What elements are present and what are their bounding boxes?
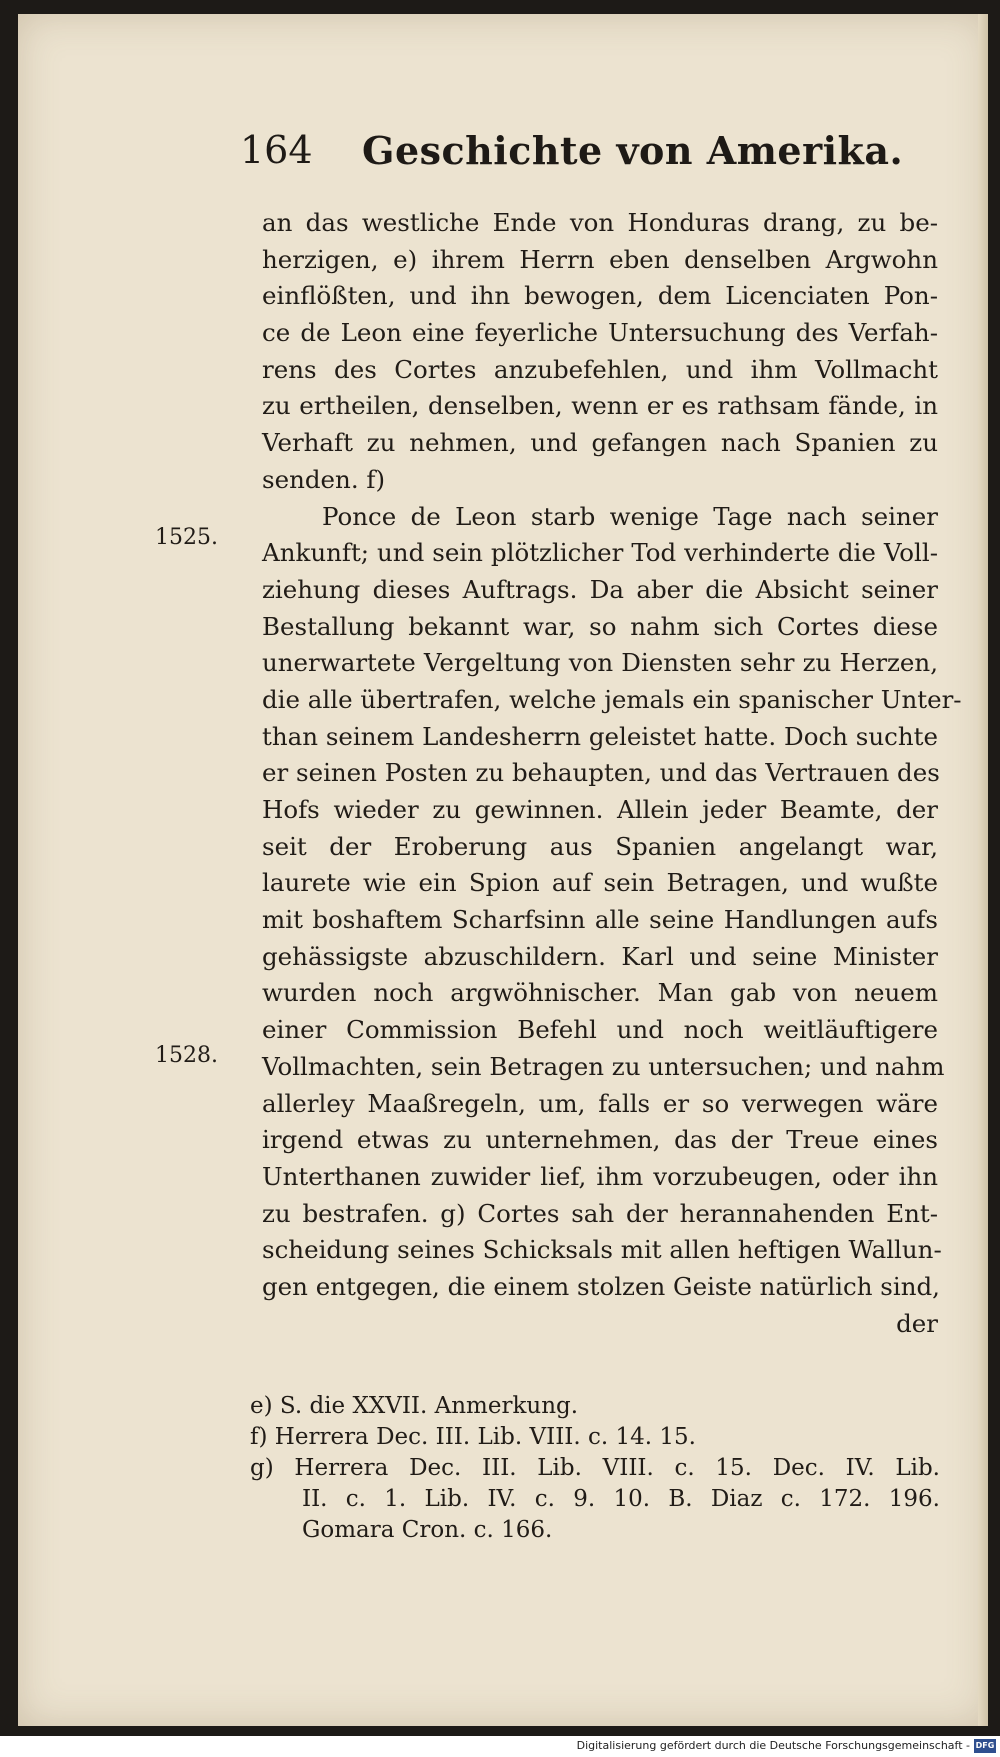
footnote-g-continued: II. c. 1. Lib. IV. c. 9. 10. B. Diaz c. 172. 196. xyxy=(302,1486,940,1512)
text-line: gen entgegen, die einem stolzen Geiste natürlich sind, xyxy=(262,1271,940,1301)
text-line: laurete wie ein Spion auf sein Betragen, und wußte xyxy=(262,868,938,898)
page-number: 164 xyxy=(240,128,313,172)
text-line: unerwartete Vergeltung von Diensten sehr zu Herzen, xyxy=(262,648,938,678)
body-text xyxy=(262,205,962,1342)
margin-year-1528: 1528. xyxy=(155,1043,218,1068)
text-line: irgend etwas zu unternehmen, das der Treue eines xyxy=(262,1125,938,1155)
text-line: die alle übertrafen, welche jemals ein spanischer Unter- xyxy=(262,684,962,714)
text-line: seit der Eroberung aus Spanien angelangt war, xyxy=(262,831,938,861)
footnotes xyxy=(250,1391,940,1546)
text-line: an das westliche Ende von Honduras drang, zu be- xyxy=(262,208,938,237)
running-title: Geschichte von Amerika. xyxy=(362,128,904,173)
digitization-footer xyxy=(0,1736,1000,1757)
catchword: der xyxy=(896,1308,938,1338)
page-edge xyxy=(978,14,988,1726)
text-line: Unterthanen zuwider lief, ihm vorzubeugen, oder ihn xyxy=(262,1161,938,1191)
footnote-g-continued: Gomara Cron. c. 166. xyxy=(302,1517,553,1543)
text-line: Bestallung bekannt war, so nahm sich Cortes diese xyxy=(262,611,938,641)
dfg-logo-icon: DFG xyxy=(974,1739,996,1753)
text-line: senden. f) xyxy=(262,464,386,494)
text-line: rens des Cortes anzubefehlen, und ihm Vollmacht xyxy=(262,354,938,384)
text-line: einer Commission Befehl und noch weitläuftigere xyxy=(262,1015,938,1045)
text-line: gehässigste abzuschildern. Karl und seine Minister xyxy=(262,941,938,971)
text-line: than seinem Landesherrn geleistet hatte. Doch suchte xyxy=(262,721,938,751)
footnote-f: f) Herrera Dec. III. Lib. VIII. c. 14. 15. xyxy=(250,1424,696,1450)
footnote-e: e) S. die XXVII. Anmerkung. xyxy=(250,1393,579,1419)
text-line: ce de Leon eine feyerliche Untersuchung des Verfah- xyxy=(262,318,938,348)
text-line: zu bestrafen. g) Cortes sah der herannahenden Ent- xyxy=(262,1198,938,1228)
margin-year-1525: 1525. xyxy=(155,525,218,550)
text-line: Vollmachten, sein Betragen zu untersuchen; und nahm xyxy=(262,1051,945,1081)
text-line: zu ertheilen, denselben, wenn er es rathsam fände, in xyxy=(262,391,938,421)
text-line: Ponce de Leon starb wenige Tage nach seiner xyxy=(322,501,938,531)
text-line: ziehung dieses Auftrags. Da aber die Absicht seiner xyxy=(262,574,938,604)
text-line: Ankunft; und sein plötzlicher Tod verhinderte die Voll- xyxy=(262,538,938,568)
text-line: einflößten, und ihn bewogen, dem Licenciaten Pon- xyxy=(262,281,938,311)
text-line: scheidung seines Schicksals mit allen heftigen Wallun- xyxy=(262,1235,942,1265)
running-head xyxy=(240,128,940,188)
text-line: allerley Maaßregeln, um, falls er so verwegen wäre xyxy=(262,1088,938,1118)
footnote-g: g) Herrera Dec. III. Lib. VIII. c. 15. Dec. IV. Lib. xyxy=(250,1455,940,1481)
text-line: er seinen Posten zu behaupten, und das Vertrauen des xyxy=(262,758,940,788)
text-line: Verhaft zu nehmen, und gefangen nach Spanien zu xyxy=(262,428,938,458)
text-line: herzigen, e) ihrem Herrn eben denselben Argwohn xyxy=(262,244,938,274)
text-line: mit boshaftem Scharfsinn alle seine Handlungen aufs xyxy=(262,905,938,935)
text-line: Hofs wieder zu gewinnen. Allein jeder Beamte, der xyxy=(262,795,938,824)
text-line: wurden noch argwöhnischer. Man gab von neuem xyxy=(262,978,938,1008)
funding-notice: Digitalisierung gefördert durch die Deutsche Forschungsgemeinschaft - xyxy=(576,1739,970,1752)
